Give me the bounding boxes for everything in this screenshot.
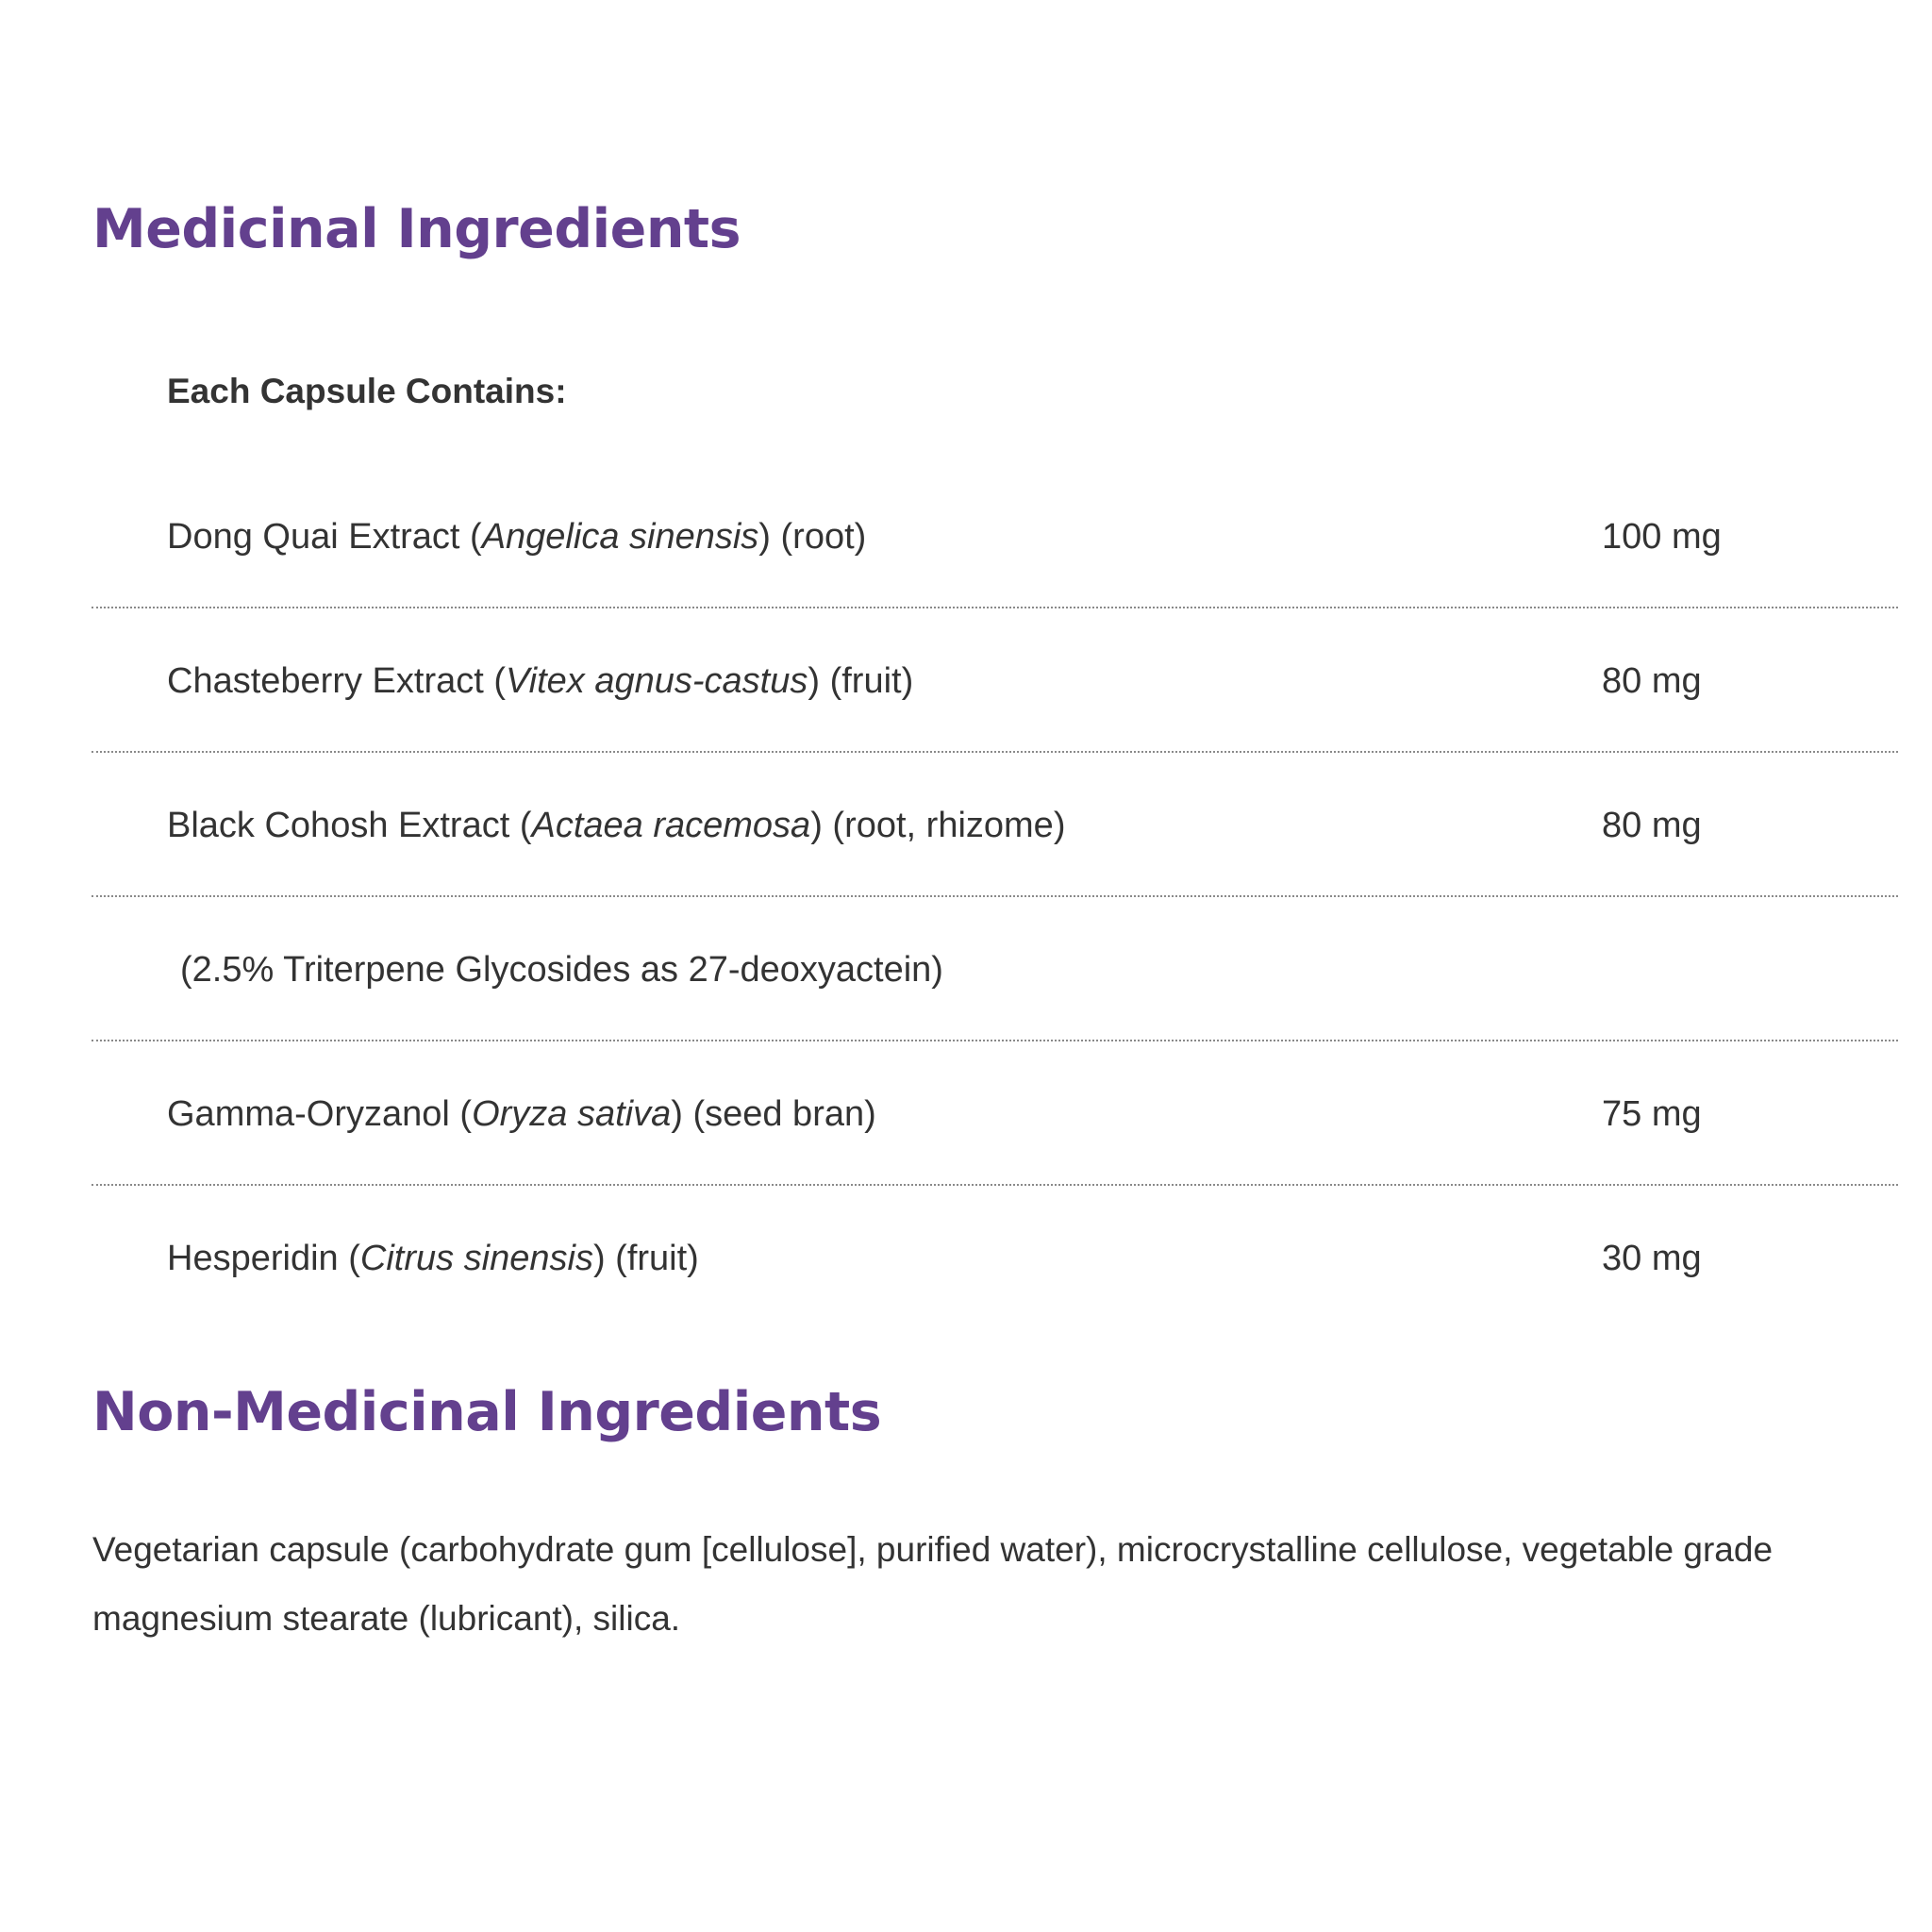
- ingredient-name: Hesperidin (Citrus sinensis) (fruit): [167, 1239, 699, 1278]
- ingredient-row-chasteberry: [92, 608, 1898, 753]
- ingredient-dose: 30 mg: [1602, 1239, 1702, 1278]
- ingredient-table: [92, 464, 1898, 1330]
- ingredient-name: Gamma-Oryzanol (Oryza sativa) (seed bran): [167, 1094, 876, 1134]
- ingredient-name: Chasteberry Extract (Vitex agnus-castus) (fruit): [167, 661, 914, 701]
- ingredient-note: (2.5% Triterpene Glycosides as 27-deoxyactein): [180, 950, 943, 990]
- medicinal-ingredients-title: Medicinal Ingredients: [92, 198, 741, 260]
- ingredient-name: Black Cohosh Extract (Actaea racemosa) (root, rhizome): [167, 806, 1066, 845]
- latin-name: Actaea racemosa: [531, 806, 811, 845]
- non-medicinal-ingredients-title: Non-Medicinal Ingredients: [92, 1381, 882, 1443]
- each-capsule-label: Each Capsule Contains:: [167, 372, 567, 410]
- ingredient-name: Dong Quai Extract (Angelica sinensis) (root): [167, 517, 867, 557]
- ingredient-dose: 80 mg: [1602, 661, 1702, 701]
- ingredient-row-gamma-oryzanol: [92, 1041, 1898, 1186]
- ingredient-row-dong-quai: [92, 464, 1898, 608]
- ingredient-row-hesperidin: [92, 1186, 1898, 1330]
- ingredient-row-black-cohosh: [92, 753, 1898, 897]
- ingredient-dose: 80 mg: [1602, 806, 1702, 845]
- latin-name: Vitex agnus-castus: [506, 661, 808, 701]
- non-medicinal-ingredients-text: Vegetarian capsule (carbohydrate gum [cellulose], purified water), microcrystalline cellulose, vegetable grade magnesium stearate (lubricant), silica.: [92, 1530, 1774, 1638]
- latin-name: Angelica sinensis: [481, 517, 759, 557]
- latin-name: Oryza sativa: [472, 1094, 672, 1134]
- latin-name: Citrus sinensis: [359, 1239, 593, 1278]
- ingredient-dose: 75 mg: [1602, 1094, 1702, 1134]
- ingredient-row-standardization-note: [92, 897, 1898, 1041]
- ingredient-dose: 100 mg: [1602, 517, 1722, 557]
